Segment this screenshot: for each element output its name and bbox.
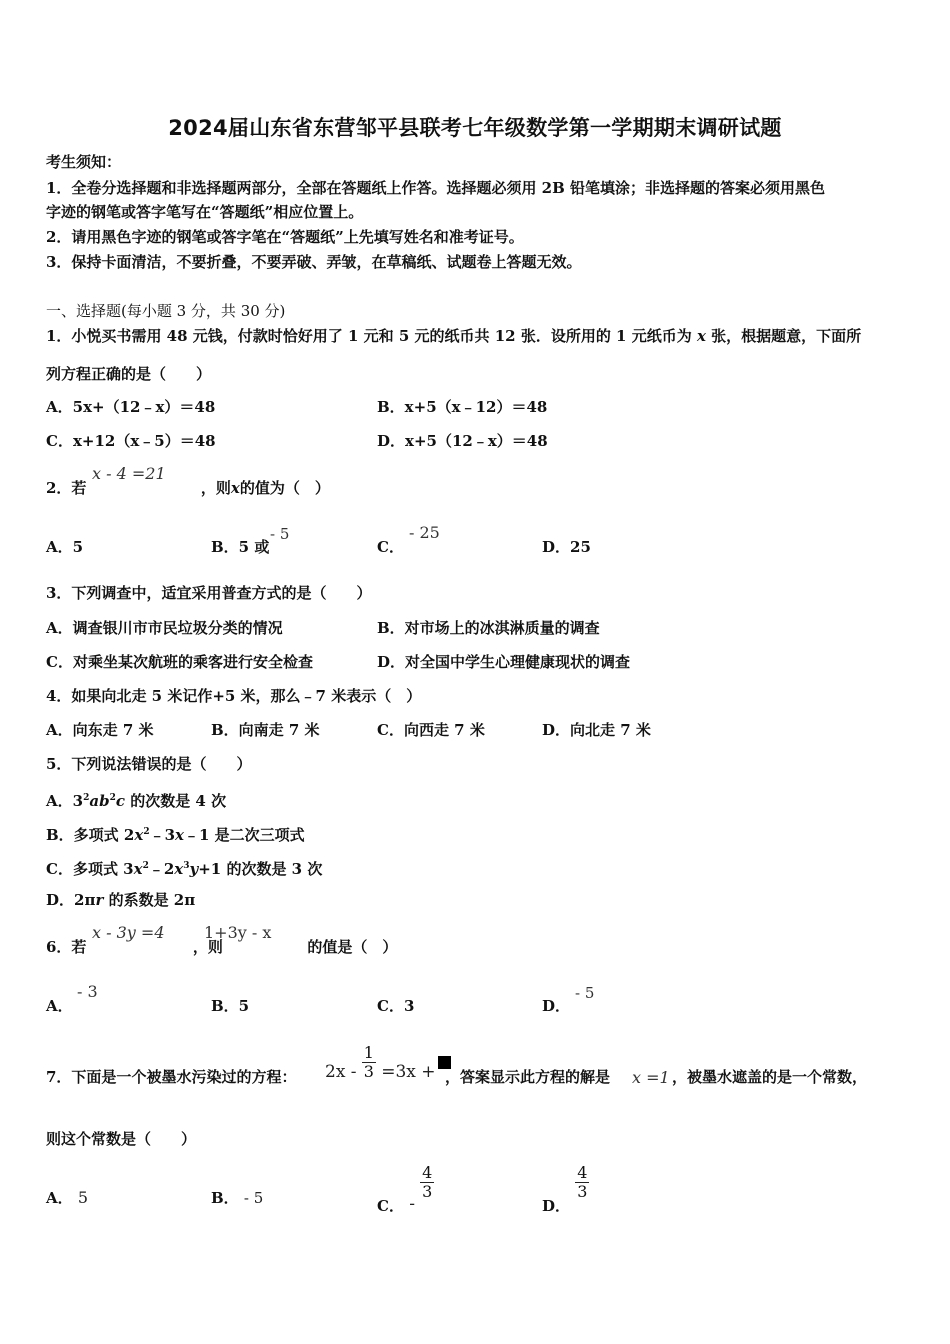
q5-option-a[interactable]: A．$3^2ab^2c$ 的次数是 4 次: [46, 792, 227, 810]
q4-option-c[interactable]: C．向西走 7 米: [377, 721, 485, 739]
notice-item-2: 2．请用黑色字迹的钢笔或答字笔在“答题纸”上先填写姓名和准考证号。: [46, 228, 524, 246]
q5-stem: 5．下列说法错误的是（ ）: [46, 755, 252, 773]
q7-solution: x =1: [632, 1068, 670, 1087]
q7-equation: [325, 1044, 451, 1081]
q6-equation-2: 1+3y - x: [204, 923, 272, 942]
q6-stem: [46, 937, 906, 957]
q2-prefix: 2．若: [46, 479, 87, 497]
q7-prefix: 7．下面是一个被墨水污染过的方程：: [46, 1068, 297, 1086]
q3-option-c[interactable]: C．对乘坐某次航班的乘客进行安全检查: [46, 653, 313, 671]
page-title: 2024届山东省东营邹平县联考七年级数学第一学期期末调研试题: [168, 116, 782, 140]
q2-variable: x: [230, 479, 240, 497]
q7-option-c-label: C．: [377, 1196, 404, 1215]
q4-option-a[interactable]: A．向东走 7 米: [46, 721, 154, 739]
q5-option-c[interactable]: C．多项式 $3x^2﹣2x^3y+1$ 的次数是 3 次: [46, 860, 323, 878]
q3-option-a[interactable]: A．调查银川市市民垃圾分类的情况: [46, 619, 283, 637]
q1-stem-cont: 列方程正确的是（ ）: [46, 365, 212, 383]
q2-suffix-b: 的值为（ ）: [239, 479, 330, 497]
q6-option-d[interactable]: D．: [542, 997, 571, 1015]
q5-option-b[interactable]: B．多项式 $2x^2﹣3x﹣1$ 是二次三项式: [46, 826, 305, 844]
q1-option-c[interactable]: C．x+12（x﹣5）＝48: [46, 432, 216, 450]
q1-stem-text: 1．小悦买书需用 48 元钱，付款时恰好用了 1 元和 5 元的纸币共 12 张．设所用的 1 元纸币为: [46, 327, 692, 345]
notice-item-1: 1．全卷分选择题和非选择题两部分，全部在答题纸上作答。选择题必须用 2B 铅笔填涂；非选择题的答案必须用黑色: [46, 179, 826, 197]
q6-option-d-value: - 5: [575, 984, 595, 1002]
q7-option-a[interactable]: [46, 1188, 88, 1208]
q3-stem: 3．下列调查中，适宜采用普查方式的是（ ）: [46, 584, 372, 602]
q1-variable: x: [696, 327, 706, 345]
q6-option-a[interactable]: A．: [46, 997, 73, 1015]
q7-option-b-value: - 5: [243, 1189, 264, 1207]
q7-option-c[interactable]: [377, 1163, 434, 1215]
section-heading: 一、选择题(每小题 3 分，共 30 分): [46, 302, 286, 320]
q2-equation: x - 4 =21: [92, 464, 166, 483]
q4-option-b[interactable]: B．向南走 7 米: [211, 721, 320, 739]
q2-option-b-label: B．5 或: [211, 538, 270, 556]
q3-option-b[interactable]: B．对市场上的冰淇淋质量的调查: [377, 619, 600, 637]
q7-equation-right: =3x +: [381, 1061, 436, 1082]
notice-heading: 考生须知：: [46, 153, 122, 171]
q6-option-a-value: - 3: [77, 982, 98, 1001]
q7-equation-fraction: $\frac{1}{3}$: [363, 1043, 374, 1081]
q7-option-d[interactable]: [542, 1163, 589, 1215]
q1-option-d[interactable]: D．x+5（12﹣x）＝48: [377, 432, 548, 450]
q6-prefix: 6．若: [46, 938, 87, 956]
q6-option-c[interactable]: C．3: [377, 997, 415, 1015]
q2-option-c[interactable]: C．: [377, 538, 404, 556]
q7-option-d-label: D．: [542, 1196, 571, 1215]
q6-option-b[interactable]: B．5: [211, 997, 250, 1015]
q6-equation-1: x - 3y =4: [92, 923, 165, 942]
q3-option-d[interactable]: D．对全国中学生心理健康现状的调查: [377, 653, 631, 671]
q6-mid: ，则: [192, 938, 223, 956]
q7-stem-mid: ，答案显示此方程的解是: [445, 1068, 611, 1086]
q7-option-a-label: A．: [46, 1189, 73, 1207]
q2-option-b-value: - 5: [270, 525, 290, 543]
q5-option-c-text: 的次数是 3 次: [226, 860, 323, 878]
q2-option-d[interactable]: D．25: [542, 538, 591, 556]
q4-option-d[interactable]: D．向北走 7 米: [542, 721, 651, 739]
q7-option-b-label: B．: [211, 1189, 239, 1207]
q2-option-a[interactable]: A．5: [46, 538, 84, 556]
q7-option-a-value: 5: [77, 1188, 89, 1207]
notice-item-3: 3．保持卡面清洁，不要折叠，不要弄破、弄皱，在草稿纸、试题卷上答题无效。: [46, 253, 582, 271]
q2-stem: [46, 478, 906, 498]
q7-stem-suffix: ，被墨水遮盖的是一个常数，: [672, 1068, 868, 1086]
q5-option-d-text: 的系数是 2π: [108, 891, 196, 909]
q6-suffix: 的值是（ ）: [307, 938, 398, 956]
q5-option-a-text: 的次数是 4 次: [130, 792, 227, 810]
q5-option-d-label: D．: [46, 891, 75, 909]
q1-option-b[interactable]: B．x+5（x﹣12）＝48: [377, 398, 548, 416]
q5-option-b-label: B．多项式: [46, 826, 119, 844]
q1-stem: [46, 326, 906, 346]
q2-option-b[interactable]: [211, 537, 269, 557]
q1-stem-text-b: 张，根据题意，下面所: [711, 327, 862, 345]
q7-stem-cont: 则这个常数是（ ）: [46, 1130, 197, 1148]
q1-option-a[interactable]: A．5x+（12﹣x）＝48: [46, 398, 216, 416]
q5-option-a-label: A．: [46, 792, 73, 810]
notice-item-1-cont: 字迹的钢笔或答字笔写在“答题纸”相应位置上。: [46, 203, 364, 221]
q5-option-c-label: C．多项式: [46, 860, 118, 878]
q2-suffix-a: ，则: [200, 479, 231, 497]
q7-option-c-fraction: $\frac{4}{3}$: [422, 1163, 433, 1201]
q4-stem: 4．如果向北走 5 米记作+5 米，那么﹣7 米表示（ ）: [46, 687, 422, 705]
q7-equation-left: 2x -: [325, 1061, 357, 1082]
q2-option-c-value: - 25: [409, 523, 440, 542]
q5-option-d[interactable]: D．2πr 的系数是 2π: [46, 891, 196, 909]
q5-option-b-text: 是二次三项式: [214, 826, 305, 844]
q7-option-d-fraction: $\frac{4}{3}$: [577, 1163, 588, 1201]
q7-option-c-sign: -: [409, 1193, 415, 1214]
q7-option-b[interactable]: [211, 1188, 263, 1208]
